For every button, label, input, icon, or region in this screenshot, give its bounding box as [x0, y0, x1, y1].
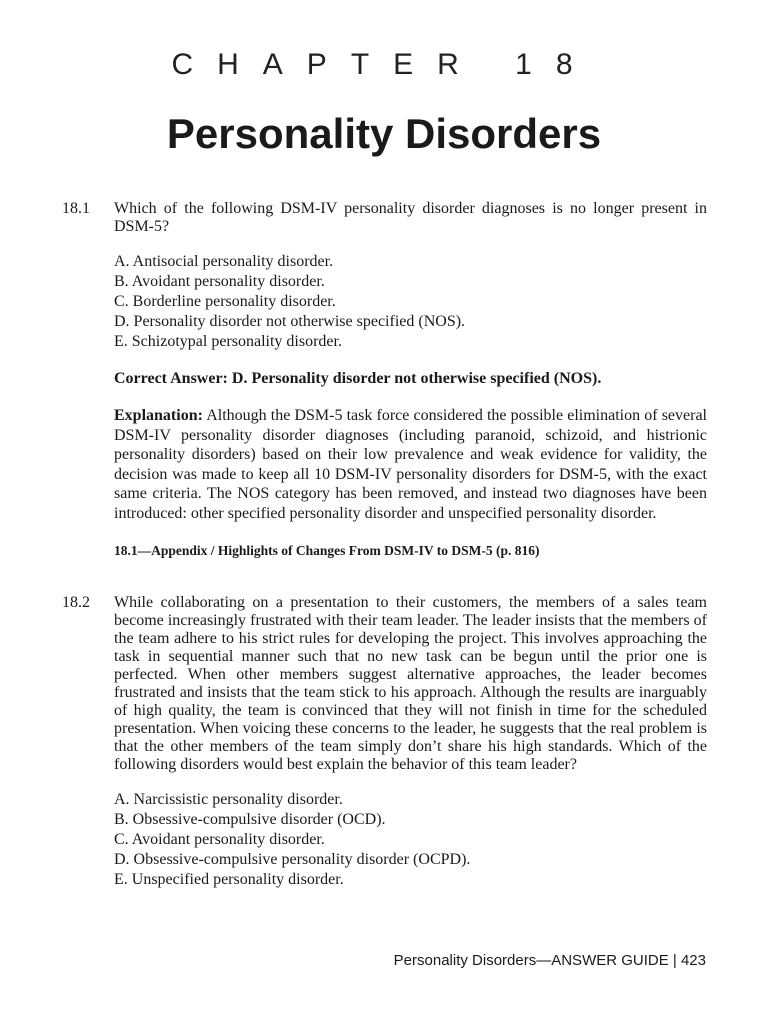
chapter-label: CHAPTER 18 [171, 48, 597, 81]
option-a: A. Antisocial personality disorder. [114, 253, 334, 270]
option-c: C. Avoidant personality disorder. [114, 831, 325, 848]
question-stem: Which of the following DSM-IV personality disorder diagnoses is no longer present in DSM-5? [114, 200, 707, 235]
correct-answer: Correct Answer: D. Personality disorder not otherwise specified (NOS). [114, 370, 602, 387]
options-list [114, 252, 707, 352]
option-d: D. Personality disorder not otherwise specified (NOS). [114, 313, 466, 330]
question-18-1 [62, 200, 707, 560]
question-stem: While collaborating on a presentation to their customers, the members of a sales team become increasingly frustrated with their team leader. The leader insists that the members of the team adhere to his strict rules for developing the project. This involves approaching the task in sequential manner such that no new task can be begun until the prior one is perfected. When other members suggest alternative approaches, the leader becomes frustrated and insists that the team stick to his approach. Although the results are inarguably of high quality, the team is convinced that they will not finish in time for the scheduled presentation. When voicing these concerns to the leader, he suggests that the real problem is that the other members of the team simply don’t share his high standards. Which of the following disorders would best explain the behavior of this team leader? [114, 594, 707, 773]
option-b: B. Obsessive-compulsive disorder (OCD). [114, 811, 386, 828]
question-18-2 [62, 594, 707, 890]
question-number: 18.1 [62, 200, 90, 217]
explanation-label: Explanation: [114, 407, 203, 424]
question-number: 18.2 [62, 594, 90, 611]
chapter-title: Personality Disorders [166, 110, 602, 157]
option-e: E. Unspecified personality disorder. [114, 871, 344, 888]
option-b: B. Avoidant personality disorder. [114, 273, 325, 290]
explanation-text: Although the DSM-5 task force considered the possible elimination of several DSM-IV personality disorder diagnoses (including paranoid, schizoid, and histrionic personality disorders) based on their low prevalence and weak evidence for validity, the decision was made to keep all 10 DSM-IV personality disorders for DSM-5, with the exact same criteria. The NOS category has been removed, and instead two diagnoses have been introduced: other specified personality disorder and unspecified personality disorder. [114, 407, 708, 522]
explanation [114, 406, 707, 524]
reference: 18.1—Appendix / Highlights of Changes From DSM-IV to DSM-5 (p. 816) [114, 542, 540, 558]
option-c: C. Borderline personality disorder. [114, 293, 336, 310]
option-d: D. Obsessive-compulsive personality disorder (OCPD). [114, 851, 471, 868]
option-a: A. Narcissistic personality disorder. [114, 791, 343, 808]
page-footer: Personality Disorders—ANSWER GUIDE | 423 [393, 952, 706, 969]
option-e: E. Schizotypal personality disorder. [114, 333, 342, 350]
options-list [114, 790, 707, 890]
